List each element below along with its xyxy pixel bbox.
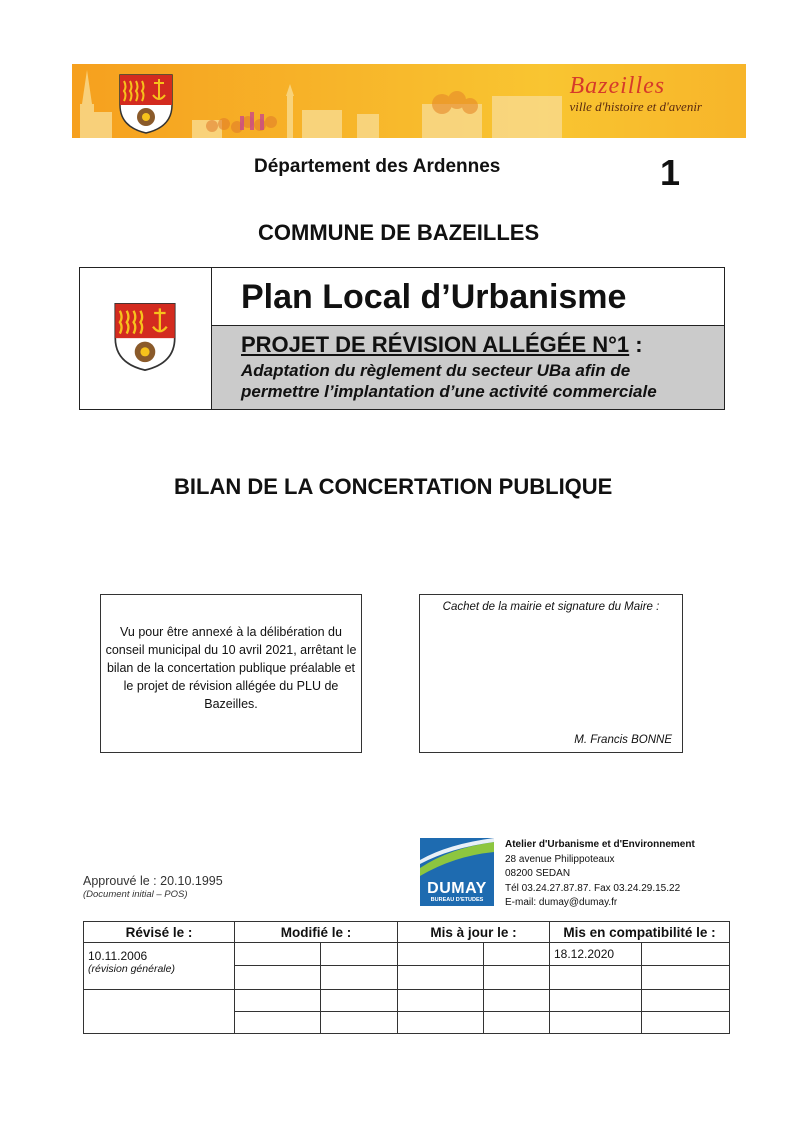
revision-heading-text: PROJET DE RÉVISION ALLÉGÉE N°1 [241, 332, 630, 357]
bureau-contact [505, 838, 695, 911]
revision-heading-colon: : [629, 332, 643, 357]
table-cell [321, 989, 398, 1011]
table-cell [550, 1011, 642, 1033]
header-modifie: Modifié le : [235, 922, 398, 943]
table-cell [484, 943, 550, 966]
plu-title-box [79, 267, 725, 410]
brand-name: Bazeilles [569, 73, 666, 99]
table-cell [398, 1011, 484, 1033]
table-cell [642, 989, 730, 1011]
approval-note: (Document initial – POS) [83, 889, 188, 900]
table-cell [321, 943, 398, 966]
revision-description: Adaptation du règlement du secteur UBa afin de permettre l’implantation d’une activité commerciale [241, 361, 657, 401]
table-cell [550, 966, 642, 989]
table-row [84, 989, 730, 1011]
table-cell [235, 989, 321, 1011]
dumay-logo [420, 838, 494, 906]
table-cell [550, 989, 642, 1011]
revision-table [83, 921, 730, 1034]
section-title: BILAN DE LA CONCERTATION PUBLIQUE [174, 474, 613, 499]
header-revise: Révisé le : [84, 922, 235, 943]
bureau-phone: Tél 03.24.27.87.87. Fax 03.24.29.15.22 [505, 882, 681, 894]
table-cell [321, 1011, 398, 1033]
bazeilles-coat-of-arms-icon [113, 298, 177, 376]
header-mis-a-jour: Mis à jour le : [398, 922, 550, 943]
table-cell [398, 989, 484, 1011]
title-box-crest-cell [80, 268, 212, 409]
table-cell [642, 966, 730, 989]
compat-date: 18.12.2020 [554, 947, 615, 962]
bazeilles-brand [569, 74, 702, 114]
annex-statement-text: Vu pour être annexé à la délibération du conseil municipal du 10 avril 2021, arrêtant le bilan de la concertation publique préalable et le projet de révision allégée du PLU de Bazeilles. [105, 625, 357, 711]
table-cell [235, 1011, 321, 1033]
header-compatibilite: Mis en compatibilité le : [550, 922, 730, 943]
table-cell [398, 966, 484, 989]
subtitle-cell [212, 326, 724, 409]
dumay-subtitle: BUREAU D'ETUDES [430, 897, 484, 903]
table-cell [398, 943, 484, 966]
bureau-address-line2: 08200 SEDAN [505, 868, 571, 879]
mayor-stamp-box [419, 594, 683, 753]
plu-title: Plan Local d’Urbanisme [241, 278, 627, 316]
table-cell [84, 989, 235, 1033]
table-cell [235, 943, 321, 966]
dumay-name: DUMAY [427, 880, 487, 897]
revise-date: 10.11.2006 [88, 949, 148, 964]
bureau-address-line1: 28 avenue Philippoteaux [505, 853, 615, 865]
mayor-name: M. Francis BONNE [574, 734, 672, 746]
commune-title: COMMUNE DE BAZEILLES [258, 220, 540, 245]
bureau-email: E-mail: dumay@dumay.fr [505, 897, 618, 908]
table-cell [321, 966, 398, 989]
table-cell [484, 966, 550, 989]
table-header-row [84, 922, 730, 943]
department-label: Département des Ardennes [254, 156, 501, 177]
table-cell [484, 989, 550, 1011]
title-cell [212, 268, 724, 326]
revise-cell [84, 943, 235, 989]
annex-statement-box [100, 594, 362, 753]
table-cell [484, 1011, 550, 1033]
bazeilles-coat-of-arms-icon [118, 73, 174, 135]
stamp-label: Cachet de la mairie et signature du Maire : [442, 601, 660, 613]
table-cell [235, 966, 321, 989]
revise-note: (révision générale) [88, 963, 175, 976]
page-number: 1 [660, 152, 681, 193]
compat-date-cell [550, 943, 642, 966]
header-banner [72, 64, 746, 138]
brand-tagline: ville d'histoire et d'avenir [569, 99, 702, 114]
revision-heading [241, 332, 643, 358]
bureau-name: Atelier d'Urbanisme et d'Environnement [505, 839, 695, 850]
table-cell [642, 1011, 730, 1033]
table-row [84, 943, 730, 966]
table-cell [642, 943, 730, 966]
approval-date: Approuvé le : 20.10.1995 [83, 874, 223, 888]
dumay-wave-icon [420, 838, 494, 882]
